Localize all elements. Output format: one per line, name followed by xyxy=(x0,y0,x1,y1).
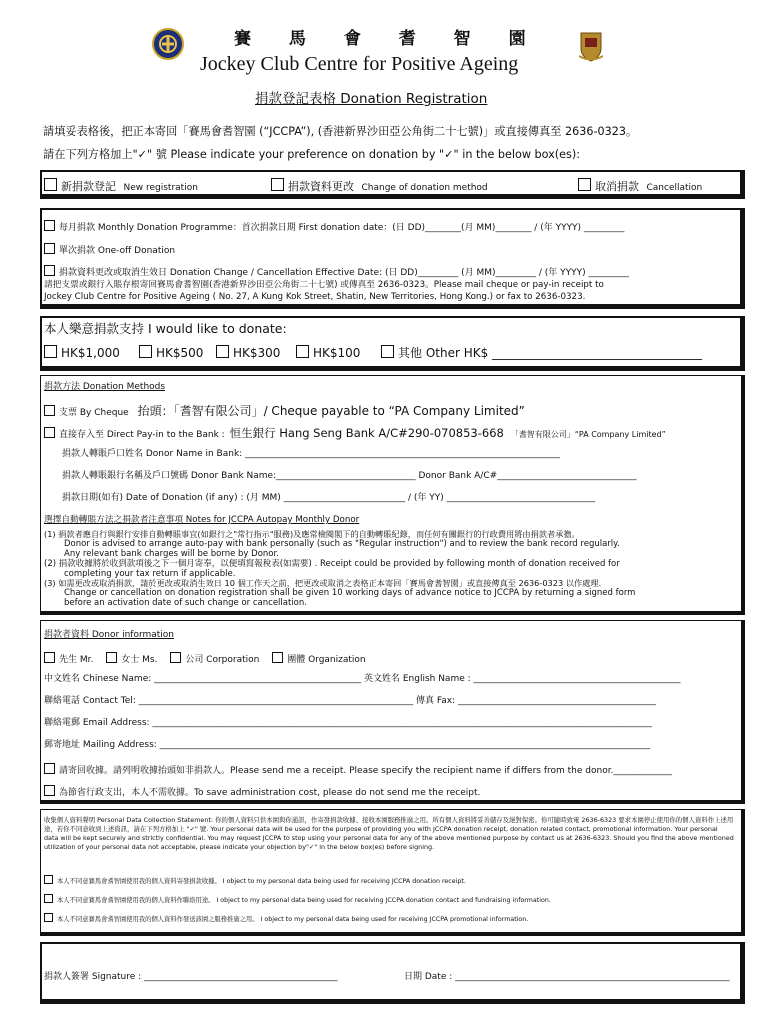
no-receipt-checkbox[interactable] xyxy=(44,785,55,796)
amount-100-option[interactable] xyxy=(296,345,360,359)
note3-zh: (3) 如需更改或取消捐款，請於更改或取消生效日 10 個工作天之前，把更改或取消之表格正本寄回「賽馬會耆智園」或直接傳真至 2636-0323 以作處理. xyxy=(44,578,602,588)
cheque-payable-label: 抬頭：「耆智有限公司」/ Cheque payable to “PA Company Limited” xyxy=(137,404,525,418)
monthly-label: 每月捐款 Monthly Donation Programme：首次捐款日期 First donation date：(日 DD)________(月 MM)________ / (年 YYYY) _________ xyxy=(59,223,625,233)
mr-checkbox[interactable] xyxy=(44,652,55,663)
cheque-option[interactable] xyxy=(44,405,525,418)
signature-date-field[interactable]: 日期 Date : _____________________________________________________________ xyxy=(404,972,730,982)
privacy-opt2[interactable] xyxy=(44,894,551,904)
new-registration-zh: 新捐款登記 xyxy=(61,180,116,193)
monthly-checkbox[interactable] xyxy=(44,220,55,231)
amount-300-option[interactable] xyxy=(216,345,280,359)
privacy-opt1-checkbox[interactable] xyxy=(44,875,53,884)
name-field[interactable]: 中文姓名 Chinese Name: ______________________________________________ 英文姓名 English Name : ______________________________________________ xyxy=(44,674,681,684)
monthly-option[interactable] xyxy=(44,220,624,233)
amount-1000-label: HK$1,000 xyxy=(61,346,120,360)
address-field[interactable]: 郵寄地址 Mailing Address: _____________________________________________________________________________________________________________ xyxy=(44,740,651,750)
donor-title-options[interactable] xyxy=(44,652,366,665)
privacy-opt1[interactable] xyxy=(44,875,466,885)
cancellation-checkbox[interactable] xyxy=(578,178,591,191)
amount-heading: 本人樂意捐款支持 I would like to donate: xyxy=(44,321,287,336)
bank-account-label: 恒生銀行 Hang Seng Bank A/C#290-070853-668 xyxy=(229,426,504,440)
amount-100-checkbox[interactable] xyxy=(296,345,309,358)
note1-zh: (1) 捐款者應自行與銀行安排自動轉賬事宜(如銀行之"常行指示"服務)及應常檢閱閣下的自動轉賬紀錄，而任何有關銀行的行政費用將由捐款者承擔。 xyxy=(44,529,580,539)
corporation-checkbox[interactable] xyxy=(170,652,181,663)
amount-300-checkbox[interactable] xyxy=(216,345,229,358)
receipt-option[interactable] xyxy=(44,763,672,776)
corporation-label: 公司 Corporation xyxy=(185,655,260,665)
no-receipt-option[interactable] xyxy=(44,785,480,798)
amount-1000-option[interactable] xyxy=(44,345,120,359)
amount-300-label: HK$300 xyxy=(233,346,281,360)
instruction-line1: 請填妥表格後，把正本寄回「賽馬會耆智園 (“JCCPA”), (香港新界沙田亞公角街二十七號)」或直接傳真至 2636-0323。 xyxy=(43,125,638,138)
no-receipt-label: 為節省行政支出，本人不需收據。To save administration cost, please do not send me the receipt. xyxy=(59,788,481,798)
change-method-zh: 捐款資料更改 xyxy=(288,180,354,193)
change-method-en: Change of donation method xyxy=(361,183,488,193)
note3-en1: Change or cancellation on donation registration shall be given 10 working days of advance notice to JCCPA by returning a signed form xyxy=(64,588,636,598)
direct-pay-option[interactable] xyxy=(44,427,666,440)
amount-other-checkbox[interactable] xyxy=(381,345,394,358)
donor-title: 捐款者資料 Donor information xyxy=(44,630,175,640)
email-field[interactable]: 聯絡電郵 Email Address: _______________________________________________________________________________________________________________ xyxy=(44,718,652,728)
note1-en1: Donor is advised to arrange auto-pay with bank personally (such as "Regular instruction") and to review the bank record regularly. xyxy=(64,539,620,549)
change-method-option[interactable] xyxy=(271,178,488,193)
change-date-label: 捐款資料更改或取消生效日 Donation Change / Cancellation Effective Date: (日 DD)_________ (月 MM)_________ / (年 YYYY) _________ xyxy=(59,268,629,278)
header-title-zh: 賽 馬 會 耆 智 園 xyxy=(234,29,542,49)
direct-pay-label: 直接存入至 Direct Pay-in to the Bank : xyxy=(59,430,225,440)
change-date-option[interactable] xyxy=(44,265,629,278)
amount-other-label: 其他 Other HK$ ___________________________________ xyxy=(398,346,703,360)
receipt-label: 請寄回收據。請列明收據抬頭如非捐款人。Please send me a receipt. Please specify the recipient name if differs from the donor._____________ xyxy=(59,766,672,776)
privacy-opt3[interactable] xyxy=(44,913,528,923)
bank-payee-label: 「耆智有限公司」“PA Company Limited” xyxy=(510,430,666,439)
note1-en2: Any relevant bank charges will be borne by Donor. xyxy=(64,549,279,559)
donor-bank-name-field[interactable]: 捐款人轉賬戶口姓名 Donor Name in Bank: ______________________________________________________________________ xyxy=(62,449,561,459)
mr-label: 先生 Mr. xyxy=(59,655,94,665)
header-title-en: Jockey Club Centre for Positive Ageing xyxy=(200,53,519,75)
autopay-notes-title: 選擇自動轉賬方法之捐款者注意事項 Notes for JCCPA Autopay Monthly Donor xyxy=(44,515,360,525)
change-date-checkbox[interactable] xyxy=(44,265,55,276)
ms-checkbox[interactable] xyxy=(106,652,117,663)
privacy-opt1-label: 本人不同意賽馬會耆智園使用我的個人資料寄發捐款收據。 I object to my personal data being used for receiving JCCPA donation receipt. xyxy=(57,878,466,885)
ms-label: 女士 Ms. xyxy=(121,655,158,665)
cheque-checkbox[interactable] xyxy=(44,405,55,416)
amount-500-option[interactable] xyxy=(139,345,203,359)
jccpa-logo xyxy=(152,28,184,60)
oneoff-checkbox[interactable] xyxy=(44,243,55,254)
amount-other-option[interactable] xyxy=(381,345,702,359)
cancellation-zh: 取消捐款 xyxy=(595,180,639,193)
oneoff-option[interactable] xyxy=(44,243,175,256)
amount-500-label: HK$500 xyxy=(156,346,204,360)
new-registration-option[interactable] xyxy=(44,178,198,193)
donor-box xyxy=(40,620,745,804)
mail-instruction-en: Jockey Club Centre for Positive Ageing ( No. 27, A Kung Kok Street, Shatin, New Territories, Hong Kong.) or fax to 2636-0323. xyxy=(44,292,586,302)
cheque-label: 支票 By Cheque xyxy=(59,408,129,418)
cancellation-en: Cancellation xyxy=(646,183,703,193)
methods-title: 捐款方法 Donation Methods xyxy=(44,382,166,392)
amount-500-checkbox[interactable] xyxy=(139,345,152,358)
privacy-opt3-checkbox[interactable] xyxy=(44,913,53,922)
mail-instruction-zh: 請把支票或銀行入賬存根寄回賽馬會耆智園(香港新界沙田亞公角街二十七號) 或傳真至 2636-0323。Please mail cheque or pay-in receipt to xyxy=(44,280,604,290)
instruction-line2: 請在下列方格加上"✓" 號 Please indicate your preference on donation by "✓" in the below box(es): xyxy=(43,148,580,161)
oneoff-label: 單次捐款 One-off Donation xyxy=(59,246,176,256)
new-registration-en: New registration xyxy=(123,183,198,193)
organization-checkbox[interactable] xyxy=(272,652,283,663)
organization-label: 團體 Organization xyxy=(287,655,366,665)
direct-pay-checkbox[interactable] xyxy=(44,427,55,438)
change-method-checkbox[interactable] xyxy=(271,178,284,191)
signature-field[interactable]: 捐款人簽署 Signature : ___________________________________________ xyxy=(44,972,338,982)
note2-zh: (2) 捐款收據將於收到款項後之下一個月寄奉，以便填寫報稅表(如需要) . Receipt could be provided by following month of donation received for xyxy=(44,559,620,569)
receipt-checkbox[interactable] xyxy=(44,763,55,774)
privacy-opt2-label: 本人不同意賽馬會耆智園使用我的個人資料作聯絡用途。 I object to my personal data being used for receiving JCCPA donation contact and fundraising information. xyxy=(57,897,551,904)
note2-en: completing your tax return if applicable. xyxy=(64,569,236,579)
privacy-opt2-checkbox[interactable] xyxy=(44,894,53,903)
form-title: 捐款登記表格 Donation Registration xyxy=(255,91,488,107)
note3-en2: before an activation date of such change or cancellation. xyxy=(64,598,307,608)
university-crest-icon xyxy=(579,30,603,62)
privacy-opt3-label: 本人不同意賽馬會耆智園使用我的個人資料作發送該園之服務推廣之用。 I object to my personal data being used for receiving JCCPA promotional information. xyxy=(57,916,529,923)
donor-bank-account-field[interactable]: 捐款人轉賬銀行名稱及戶口號碼 Donor Bank Name:_______________________________ Donor Bank A/C#_______________________________ xyxy=(62,471,637,481)
amount-1000-checkbox[interactable] xyxy=(44,345,57,358)
amount-100-label: HK$100 xyxy=(313,346,361,360)
new-registration-checkbox[interactable] xyxy=(44,178,57,191)
privacy-statement: 收集個人資料聲明 Personal Data Collection Statement: 你的個人資料只供本園與你通訊，作寄發捐款收據、接收本園服務推廣之用。所有個人資料將妥善儲存及絕對保密。你可隨時致電 2636-6323 要求本園停止使用你的個人資料作上述用途，若你不同意收到上述資訊，請在下列方格加上 "✓" 號. Your personal data will be used for the purpose of providing you with JCCPA donation receipt, donation related contact, promotional information. Your personal data will be kept securely and strictly confidential. You may request JCCPA to stop using your personal data for any of the above mentioned purpose by contact us at 2636-6323. Should you find the above mentioned utilization of your personal data not acceptable, please indicate your objection by"✓" in the below box(es) before signing. xyxy=(44,816,734,852)
contact-field[interactable]: 聯絡電話 Contact Tel: _____________________________________________________________ 傳真 Fax: ____________________________________________ xyxy=(44,696,656,706)
cancellation-option[interactable] xyxy=(578,178,702,193)
donation-date-field[interactable]: 捐款日期(如有) Date of Donation (if any) : (月 MM) ___________________________ / (年 YY) _________________________________ xyxy=(62,493,596,503)
